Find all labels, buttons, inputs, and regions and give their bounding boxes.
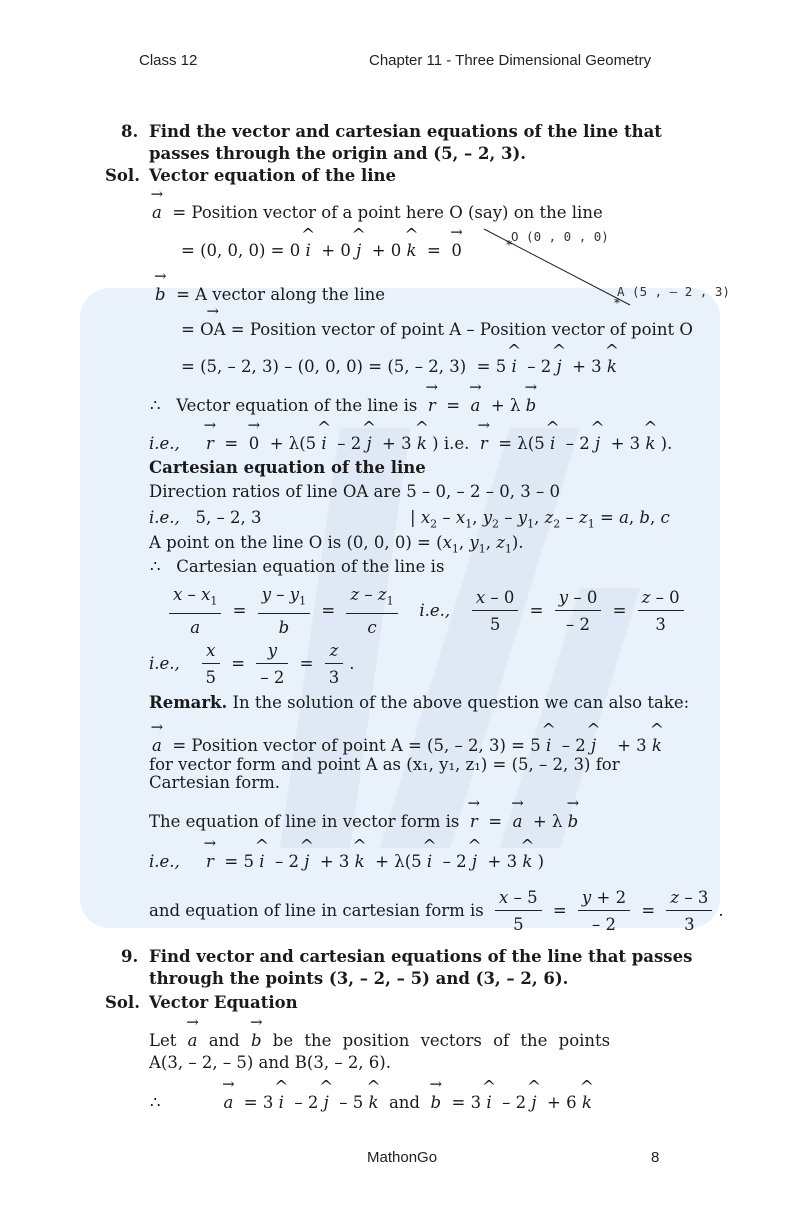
q9-points: A(3, – 2, – 5) and B(3, – 2, 6). [149, 1053, 391, 1072]
remark-line3: Cartesian form. [149, 773, 281, 792]
q8-sol: Sol. [105, 166, 140, 185]
q9-sol: Sol. [105, 993, 140, 1012]
remark-a-line: → a = Position vector of point A = (5, – 2, 3) = 5 ^ i – 2 ^ j + 3 ^ k [152, 736, 662, 756]
q9-vectors-line: ∴ → a = 3 ^ i – 2 ^ j – 5 ^ k and → b = 3 ^ i – 2 ^ j + 6 ^ k [150, 1093, 592, 1113]
cart-heading: Cartesian equation of the line [149, 458, 426, 477]
a-def-line: → a = Position vector of a point here O (say) on the line [152, 203, 603, 223]
vec-text: Vector equation of the line is [176, 396, 418, 415]
q8-line2: passes through the origin and (5, – 2, 3). [149, 144, 527, 163]
oa-def: = Position vector of point A – Position vector of point O [230, 320, 693, 339]
vec-eq-ie-line: i.e., → r = → 0 + λ(5 ^ i – 2 ^ j + 3 ^ k ) i.e. → r = λ(5 ^ i – 2 ^ j + 3 ^ k ). [149, 434, 672, 454]
q9-number: 9. [121, 947, 139, 966]
header-chapter: Chapter 11 - Three Dimensional Geometry [369, 52, 652, 69]
q9-let-line: Let → a and → b be the position vectors of the points [149, 1031, 610, 1051]
q9-line2: through the points (3, – 2, – 5) and (3, – 2, 6). [149, 969, 569, 988]
footer-page-number: 8 [651, 1149, 660, 1166]
header-class: Class 12 [139, 52, 198, 69]
svg-text:*: * [506, 238, 512, 252]
footer-brand: MathonGo [367, 1149, 438, 1166]
label-origin: O (0 , 0 , 0) [511, 229, 609, 244]
b-def-line: → b = A vector along the line [155, 285, 385, 305]
dr-ie-line: i.e., 5, – 2, 3 [149, 508, 262, 527]
vform-ie-line: i.e., → r = 5 ^ i – 2 ^ j + 3 ^ k + λ(5 ^ i – 2 ^ j + 3 ^ k ) [149, 852, 544, 872]
a-origin-line: = (0, 0, 0) = 0 ^ i + 0 ^ j + 0 ^ k = → 0 [181, 241, 462, 261]
cform-line: and equation of line in cartesian form is $\frac{x - 5}{5}$ = $\frac{y + 2}{- 2}$ = $\frac{z - 3}{3}$ . [149, 888, 724, 934]
a-def: = Position vector of a point here O (say) on the line [172, 203, 603, 222]
b-def: = A vector along the line [176, 285, 386, 304]
remark-line2: for vector form and point A as (x₁, y₁, z₁) = (5, – 2, 3) for [149, 755, 620, 774]
oa-line: = → OA = Position vector of point A – Position vector of point O [181, 320, 693, 340]
q8-vec-heading: Vector equation of the line [149, 166, 396, 185]
dr-condition: | $x_2 - x_1$, $y_2 - y_1$, $z_2 - z_1 = a$, b, c [410, 508, 670, 531]
point-line: A point on the line O is (0, 0, $0) = (x_1$, $y_1$, $z_1$). [149, 533, 524, 556]
vec-eq-line: ∴ Vector equation of the line is → r = → a + λ → b [150, 396, 536, 416]
cart-eq-general: $\frac{x - x_1}{a}$ = $\frac{y - y_1}{b}$ = $\frac{z - z_1}{c}$ i.e., $\frac{x - 0}{5}$ = $\frac{y - 0}{- 2}$ = $\frac{z - 0}{3}$ [163, 585, 690, 638]
b-value-line: = (5, – 2, 3) – (0, 0, 0) = (5, – 2, 3) = 5 ^ i – 2 ^ j + 3 ^ k [181, 357, 617, 377]
q8-number: 8. [121, 122, 139, 141]
svg-text:*: * [614, 296, 620, 310]
q9-line1: Find vector and cartesian equations of the line that passes [149, 947, 693, 966]
label-point-a: A (5 , – 2 , 3) [617, 284, 730, 299]
remark-line: Remark. In the solution of the above question we can also take: [149, 693, 690, 712]
q8-line1: Find the vector and cartesian equations of the line that [149, 122, 662, 141]
vform-line: The equation of line in vector form is → r = → a + λ → b [149, 812, 578, 832]
dr-text: Direction ratios of line OA are 5 – 0, – 2 – 0, 3 – 0 [149, 482, 560, 501]
q9-heading: Vector Equation [149, 993, 298, 1012]
cart-eq-simple: i.e., $\frac{x}{5}$ = $\frac{y}{- 2}$ = $\frac{z}{3}$ . [149, 641, 355, 687]
cart-intro-line: ∴ Cartesian equation of the line is [150, 557, 445, 576]
